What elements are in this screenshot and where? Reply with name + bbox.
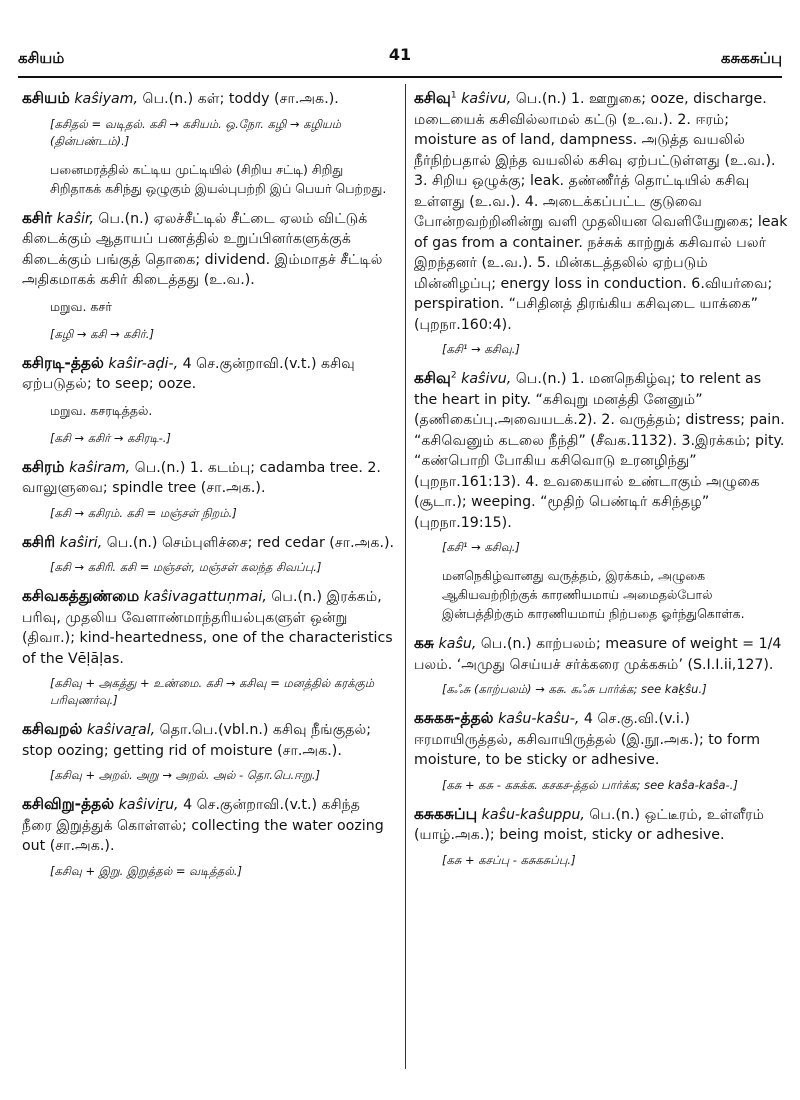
etymology: [கசி → கசிரம். கசி = மஞ்சள் நிறம்.] xyxy=(50,505,237,520)
etymology: [கசி → கசிர் → கசிரடி-.] xyxy=(50,430,171,445)
note: மனநெகிழ்வானது வருத்தம், இரக்கம், அழுகை ஆகியவற்றிற்குக் காரணியமாய் அமைதல்போல் இன்பத்திற்கும் காரணியமாய் நிற்பதை ஓர்ந்துகொள்க. xyxy=(442,568,745,621)
definition: தொ.பெ.(vbl.n.) கசிவு நீங்குதல்; stop oozing; getting rid of moisture (சா.அக.). xyxy=(22,722,372,759)
etymology: [கழி → கசி → கசிர்.] xyxy=(50,326,154,341)
transliteration: kaŝir, xyxy=(56,210,94,227)
etymology: [கசிவு + இறு. இறுத்தல் = வடித்தல்.] xyxy=(50,863,243,878)
definition: பெ.(n.) இரக்கம், பரிவு, முதலிய வேளாண்மாந்தரியல்புகளுள் ஒன்று (திவா.); kind-heartedness, one of the characteristics of the Vēḷāḷas. xyxy=(22,589,393,667)
definition: பெ.(n.) 1. ஊறுகை; ooze, discharge. மடையைக் கசிவில்லாமல் கட்டு (உ.வ.). 2. ஈரம்; moisture as of land, dampness. அடுத்த வயலில் நீர்நிற்பதால் இந்த வயலில் கசிவு ஏற்பட்டுள்ளது (உ.வ.). 3. சிறிய ஒழுக்கு; leak. தண்ணீர்த் தொட்டியில் கசிவு உள்ளது (உ.வ.). 4. அடைக்கப்பட்ட குடுவை போன்றவற்றினின்று வளி முதலியன வெளியேறுகை; leak of gas from a container. நச்சுக் காற்றுக் கசிவால் பலர் இறந்தனர் (உ.வ.). 5. மின்கடத்தலில் ஏற்படும் மின்னிழப்பு; energy loss in conduction. 6.வியர்வை; perspiration. “பசிதினத் திரங்கிய கசிவுடை யாக்கை” (புறநா.160:4). xyxy=(414,91,788,333)
header-right-word: கசுகசுப்பு xyxy=(720,49,782,67)
note: பனைமரத்தில் கட்டிய முட்டியில் (சிறிய சட்டி) சிறிது சிறிதாகக் கசிந்து ஒழுகும் இயல்புபற்றி இப் பெயர் பெற்றது. xyxy=(50,161,387,196)
definition: 4 செ.குன்றாவி.(v.t.) கசிந்த நீரை இறுத்துக் கொள்ளல்; collecting the water oozing out (சா.அக.). xyxy=(22,797,384,854)
entry xyxy=(22,586,394,669)
etymology: [கசிவு + அகத்து + உண்மை. கசி → கசிவு = மனத்தில் கரக்கும் பரிவுணர்வு.] xyxy=(50,676,375,707)
transliteration: kaŝivu, xyxy=(461,371,512,387)
definition: பெ.(n.) காற்பலம்; measure of weight = 1/4 பலம். ‘அமுது செய்யச் சர்க்கரை முக்கசும்’ (S.I.I.ii,127). xyxy=(414,636,782,673)
header-rule xyxy=(18,76,782,78)
transliteration: kaŝivaṟal, xyxy=(86,722,156,738)
etymology: [கஃசு (காற்பலம்) → கசு. கஃசு பார்க்க; see kaḵŝu.] xyxy=(442,682,707,696)
etymology: [கசிவு + அறல். அறு → அறல். அல் - தொ.பெ.ஈறு.] xyxy=(50,768,320,782)
entry xyxy=(22,208,394,291)
homonym-number: 1 xyxy=(450,90,457,101)
definition: பெ.(n.) செம்புளிச்சை; red cedar (சா.அக.). xyxy=(106,534,395,551)
headword: கசிவிறு-த்தல் xyxy=(22,795,115,813)
headword: கசிவு xyxy=(414,89,451,107)
entry xyxy=(22,719,394,761)
transliteration: kaŝiyam, xyxy=(74,91,139,107)
transliteration: kaŝivagattuṇmai, xyxy=(143,589,267,605)
definition: 4 செ.குன்றாவி.(v.t.) கசிவு ஏற்படுதல்; to seep; ooze. xyxy=(22,355,355,392)
left-column xyxy=(22,88,394,890)
headword: கசுகசுப்பு xyxy=(414,804,478,823)
etymology: [கசி¹ → கசிவு.] xyxy=(442,342,520,356)
etymology: [கசிதல் = வடிதல். கசி → கசியம். ஒ.நோ. கழி → கழியம் (தின்பண்டம்).] xyxy=(50,116,342,148)
variant: மறுவ. கசர் xyxy=(50,298,112,314)
page-header xyxy=(18,45,782,75)
headword: கசிரம் xyxy=(22,457,65,476)
etymology: [கசி → கசிரி. கசி = மஞ்சள், மஞ்சள் கலந்த சிவப்பு.] xyxy=(50,560,322,574)
page-number: 41 xyxy=(388,45,412,64)
etymology: [கசி¹ → கசிவு.] xyxy=(442,540,520,554)
headword: கசிவகத்துண்மை xyxy=(22,587,140,605)
entry xyxy=(414,804,788,846)
column-divider xyxy=(405,84,406,1069)
headword: கசியம் xyxy=(22,89,70,107)
entry xyxy=(22,457,394,499)
etymology: [கசு + கசப்பு - கசுகசுப்பு.] xyxy=(442,852,576,867)
transliteration: kaŝu-kaŝu-, xyxy=(498,711,580,727)
entry xyxy=(414,368,788,533)
entry xyxy=(22,794,394,857)
headword: கசிர் xyxy=(22,208,53,227)
definition: பெ.(n.) 1. கடம்பு; cadamba tree. 2. வாலுளுவை; spindle tree (சா.அக.). xyxy=(22,459,381,496)
entry xyxy=(22,353,394,395)
header-left-word: கசியம் xyxy=(18,49,65,67)
definition: பெ.(n.) 1. மனநெகிழ்வு; to relent as the heart in pity. “கசிவுறு மனத்தி னேனும்” (தணிகைப்பு.அவையடக்.2). 2. வருத்தம்; distress; pain. “கசிவெனும் கடலை நீந்தி” (சீவக.1132). 3.இரக்கம்; pity. “கண்பொறி போகிய கசிவொடு உரனழிந்து” (புறநா.161:13). 4. உவகையால் உண்டாகும் அழுகை (சூடா.); weeping. “மூதிற் பெண்டிர் கசிந்தழ” (புறநா.19:15). xyxy=(414,371,785,531)
transliteration: kaŝu-kaŝuppu, xyxy=(481,806,585,823)
variant: மறுவ. கசரடித்தல். xyxy=(50,402,153,418)
headword: கசிவறல் xyxy=(22,720,83,738)
definition: பெ.(n.) ஏலச்சீட்டில் சீட்டை ஏலம் விட்டுக் கிடைக்கும் ஆதாயப் பணத்தில் உறுப்பினர்களுக்குக் கிடைக்கும் பங்குத் தொகை; dividend. இம்மாதச் சீட்டில் அதிகமாகக் கசிர் கிடைத்தது (உ.வ.). xyxy=(22,210,383,288)
definition: பெ.(n.) ஒட்டீரம், உள்ளீரம் (யாழ்.அக.); being moist, sticky or adhesive. xyxy=(414,806,765,843)
definition: 4 செ.கு.வி.(v.i.) ஈரமாயிருத்தல், கசிவாயிருத்தல் (இ.நூ.அக.); to form moisture, to be sticky or adhesive. xyxy=(414,711,761,768)
headword: கசிரடி-த்தல் xyxy=(22,353,104,372)
entry xyxy=(414,88,788,335)
headword: கசிவு xyxy=(414,369,451,387)
entry xyxy=(22,532,394,554)
transliteration: kaŝiram, xyxy=(69,459,131,476)
headword: கசு xyxy=(414,634,435,652)
definition: பெ.(n.) கள்; toddy (சா.அக.). xyxy=(142,91,339,107)
transliteration: kaŝu, xyxy=(438,636,477,652)
transliteration: kaŝiviṟu, xyxy=(118,797,179,813)
transliteration: kaŝivu, xyxy=(461,91,512,107)
etymology: [கசு + கசு - கசுக்க. கசகச-த்தல் பார்க்க; see kaŝa-kaŝa-.] xyxy=(442,777,738,792)
entry xyxy=(414,708,788,771)
entry xyxy=(22,88,394,110)
homonym-number: 2 xyxy=(450,370,457,381)
transliteration: kaŝir-aḍi-, xyxy=(108,355,179,372)
entry xyxy=(414,633,788,675)
transliteration: kaŝiri, xyxy=(59,534,103,551)
headword: கசிரி xyxy=(22,532,56,551)
headword: கசுகசு-த்தல் xyxy=(414,709,494,727)
right-column xyxy=(414,88,788,879)
